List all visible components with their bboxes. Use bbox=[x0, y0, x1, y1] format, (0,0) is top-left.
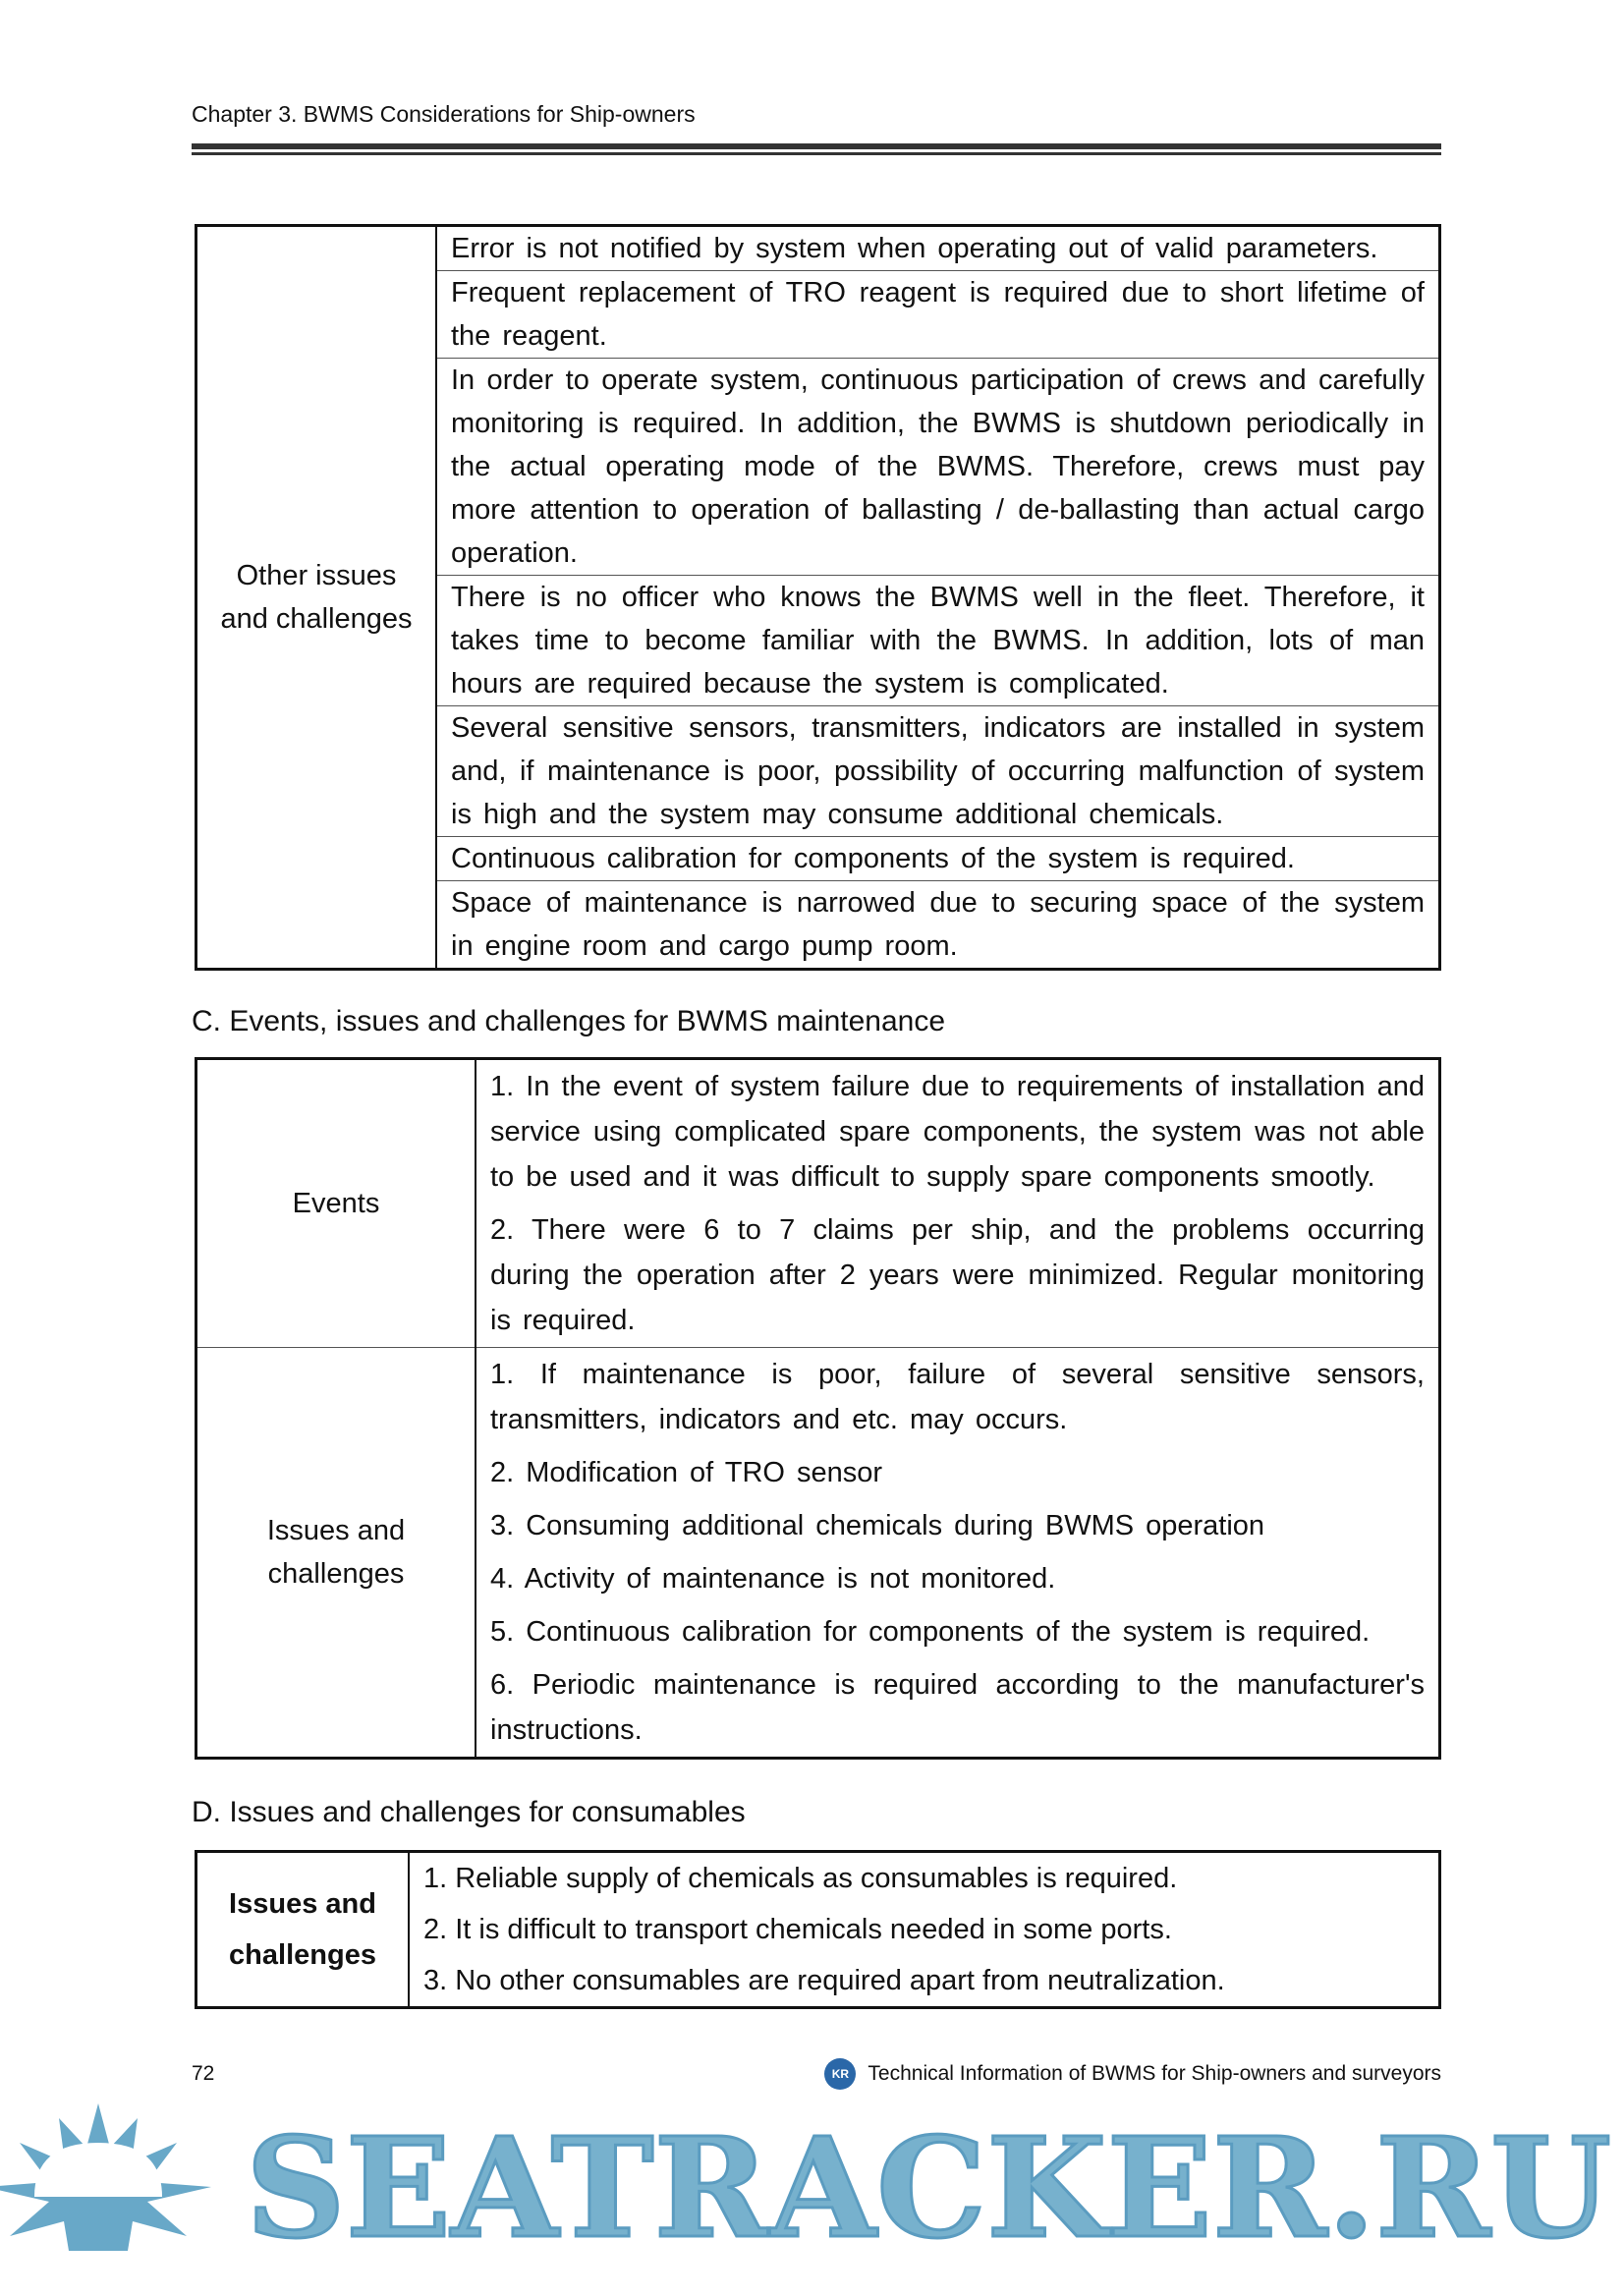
list-item: 2. There were 6 to 7 claims per ship, and the problems occurring during the operation after 2 years were minimized. Regular monitoring is required. bbox=[490, 1214, 1425, 1336]
row-label: Other issues and challenges bbox=[196, 226, 437, 970]
table-cell: Error is not notified by system when operating out of valid parameters. bbox=[436, 226, 1440, 271]
row-label-issues bbox=[196, 1852, 410, 2008]
events-cell bbox=[476, 1059, 1440, 1348]
list-item: 1. In the event of system failure due to requirements of installation and service using complicated spare components, the system was not able to be used and it was difficult to supply spare components smootly. bbox=[490, 1071, 1425, 1193]
watermark bbox=[0, 2103, 1624, 2251]
footer-right bbox=[824, 2058, 1441, 2090]
footer-title: Technical Information of BWMS for Ship-owners and surveyors bbox=[868, 2062, 1441, 2085]
sun-icon bbox=[0, 2103, 211, 2251]
header-rule-thin bbox=[192, 152, 1441, 155]
table-cell: Several sensitive sensors, transmitters, indicators are installed in system and, if maintenance is poor, possibility of occurring malfunction of system is high and the system may consume additional chemicals. bbox=[436, 706, 1440, 837]
kr-logo-icon: KR bbox=[824, 2058, 856, 2090]
list-item: 3. No other consumables are required apart from neutralization. bbox=[423, 1965, 1225, 1996]
table-cell: Frequent replacement of TRO reagent is required due to short lifetime of the reagent. bbox=[436, 271, 1440, 359]
table-cell: In order to operate system, continuous participation of crews and carefully monitoring is required. In addition, the BWMS is shutdown periodically in the actual operating mode of the BWMS. Therefore, crews must pay more attention to operation of ballasting / de-ballasting than actual cargo operation. bbox=[436, 359, 1440, 576]
section-heading-d: D. Issues and challenges for consumables bbox=[192, 1796, 746, 1828]
consumables-table bbox=[195, 1850, 1441, 2009]
list-item: 4. Activity of maintenance is not monitored. bbox=[490, 1563, 1056, 1595]
list-item: 1. Reliable supply of chemicals as consumables is required. bbox=[423, 1863, 1178, 1894]
list-item: 2. Modification of TRO sensor bbox=[490, 1457, 883, 1488]
list-item: 1. If maintenance is poor, failure of several sensitive sensors, transmitters, indicators and etc. may occurs. bbox=[490, 1359, 1425, 1435]
list-item: 6. Periodic maintenance is required according to the manufacturer's instructions. bbox=[490, 1669, 1425, 1746]
footer bbox=[192, 2058, 1441, 2090]
section-heading-c: C. Events, issues and challenges for BWMS maintenance bbox=[192, 1005, 946, 1037]
other-issues-table bbox=[195, 224, 1441, 971]
consumables-cell bbox=[409, 1852, 1440, 2008]
table-cell: Space of maintenance is narrowed due to securing space of the system in engine room and cargo pump room. bbox=[436, 881, 1440, 970]
row-label-events: Events bbox=[196, 1059, 476, 1348]
watermark-text: SEATRACKER.RU bbox=[246, 2108, 1612, 2251]
list-item: 2. It is difficult to transport chemicals needed in some ports. bbox=[423, 1914, 1172, 1945]
running-header: Chapter 3. BWMS Considerations for Ship-owners bbox=[192, 101, 696, 127]
row-label-issues: Issues and challenges bbox=[196, 1348, 476, 1759]
maintenance-table bbox=[195, 1057, 1441, 1760]
issues-cell bbox=[476, 1348, 1440, 1759]
header-rule bbox=[192, 143, 1441, 149]
list-item: 3. Consuming additional chemicals during BWMS operation bbox=[490, 1510, 1265, 1541]
label-line: Issues and bbox=[229, 1888, 376, 1920]
list-item: 5. Continuous calibration for components of the system is required. bbox=[490, 1616, 1371, 1648]
page-number: 72 bbox=[192, 2062, 215, 2085]
label-line: challenges bbox=[229, 1939, 376, 1971]
table-cell: There is no officer who knows the BWMS well in the fleet. Therefore, it takes time to become familiar with the BWMS. In addition, lots of man hours are required because the system is complicated. bbox=[436, 576, 1440, 706]
table-cell: Continuous calibration for components of the system is required. bbox=[436, 837, 1440, 881]
